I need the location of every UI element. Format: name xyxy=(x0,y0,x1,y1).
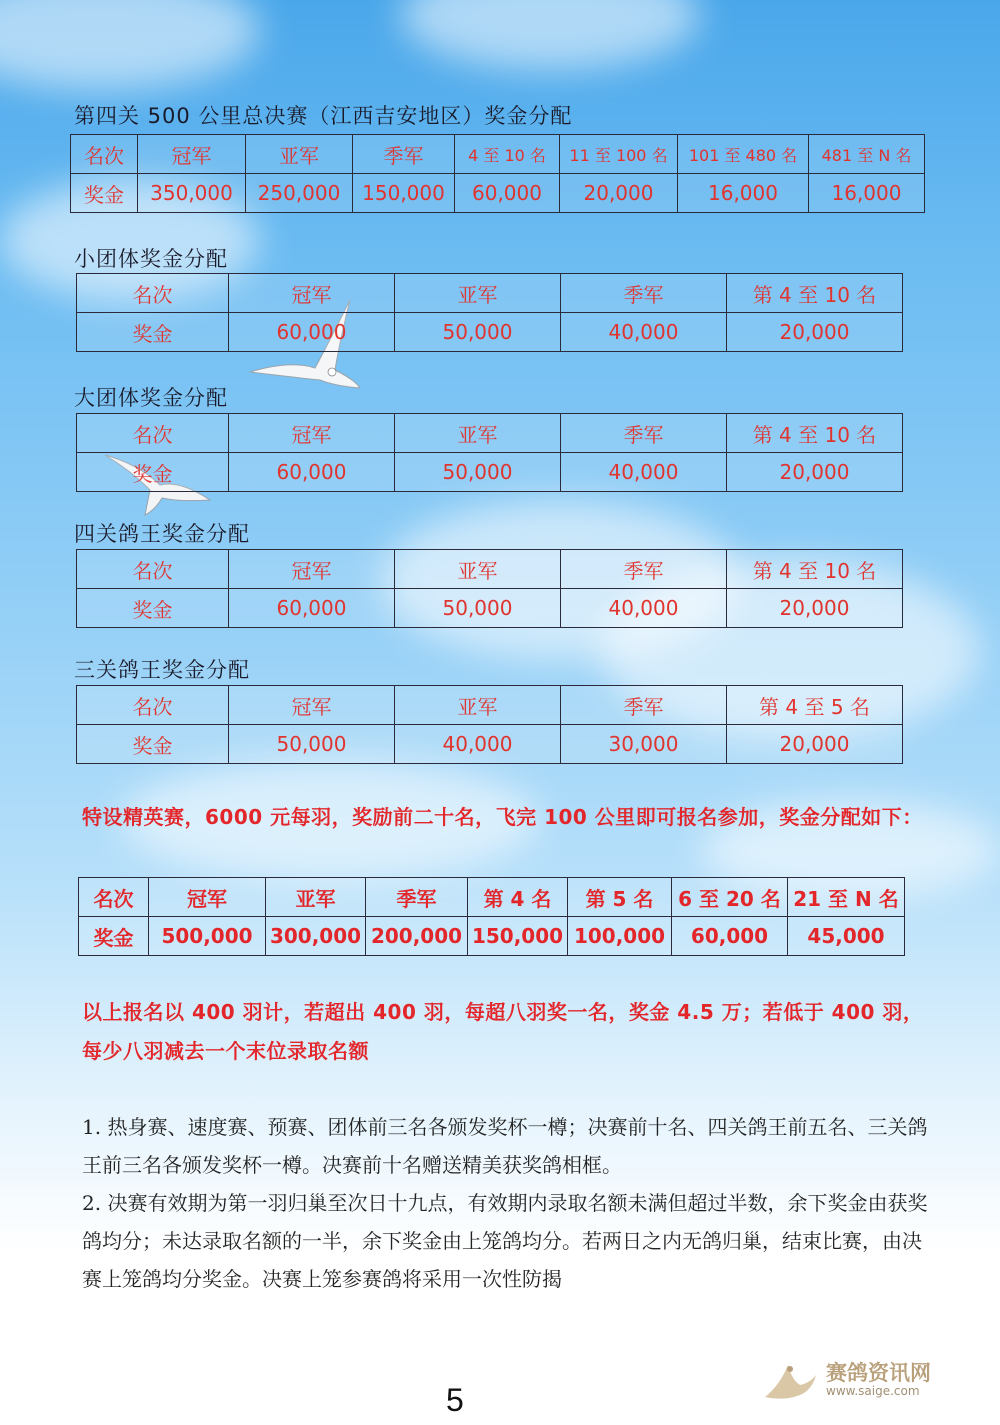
table-cell: 冠军 xyxy=(138,135,246,174)
table-cell: 16,000 xyxy=(809,174,925,213)
watermark-site-name: 赛鸽资讯网 xyxy=(826,1360,931,1385)
pigeon-logo-icon xyxy=(760,1355,820,1405)
section-title-three-stage-king: 三关鸽王奖金分配 xyxy=(74,658,250,682)
table-cell: 50,000 xyxy=(395,453,561,492)
table-cell: 第 4 至 10 名 xyxy=(727,274,903,313)
table-cell: 冠军 xyxy=(229,274,395,313)
table-cell: 名次 xyxy=(77,274,229,313)
table-cell: 40,000 xyxy=(561,313,727,352)
large-team-prize-table xyxy=(76,413,903,492)
table-cell: 45,000 xyxy=(788,917,905,956)
small-team-prize-table xyxy=(76,273,903,352)
cloud-decoration xyxy=(400,0,700,70)
table-cell: 亚军 xyxy=(266,878,366,917)
table-cell: 冠军 xyxy=(229,550,395,589)
table-cell: 50,000 xyxy=(229,725,395,764)
table-cell: 60,000 xyxy=(229,589,395,628)
table-cell: 30,000 xyxy=(561,725,727,764)
table-cell: 50,000 xyxy=(395,589,561,628)
table-cell: 奖金 xyxy=(79,917,149,956)
table-cell: 亚军 xyxy=(395,550,561,589)
section-title-final-prize: 第四关 500 公里总决赛（江西吉安地区）奖金分配 xyxy=(74,104,573,128)
table-cell: 11 至 100 名 xyxy=(560,135,678,174)
table-cell: 季军 xyxy=(353,135,455,174)
table-cell: 亚军 xyxy=(246,135,353,174)
table-cell: 奖金 xyxy=(71,174,138,213)
table-cell: 季军 xyxy=(561,274,727,313)
table-cell: 20,000 xyxy=(727,725,903,764)
table-cell: 名次 xyxy=(77,550,229,589)
table-cell: 60,000 xyxy=(229,313,395,352)
table-cell: 100,000 xyxy=(568,917,672,956)
elite-race-prize-table xyxy=(78,877,905,956)
table-cell: 350,000 xyxy=(138,174,246,213)
page-number: 5 xyxy=(446,1382,464,1418)
table-cell: 21 至 N 名 xyxy=(788,878,905,917)
table-row xyxy=(79,917,905,956)
table-cell: 150,000 xyxy=(468,917,568,956)
table-cell: 40,000 xyxy=(561,453,727,492)
four-stage-king-prize-table xyxy=(76,549,903,628)
table-cell: 6 至 20 名 xyxy=(672,878,788,917)
table-cell: 101 至 480 名 xyxy=(678,135,809,174)
table-row xyxy=(77,453,903,492)
table-cell: 名次 xyxy=(77,686,229,725)
section-title-large-team: 大团体奖金分配 xyxy=(74,386,228,410)
table-row xyxy=(71,174,925,213)
elite-race-intro: 特设精英赛，6000 元每羽，奖励前二十名，飞完 100 公里即可报名参加，奖金分配如下： xyxy=(82,805,923,829)
table-cell: 第 5 名 xyxy=(568,878,672,917)
table-cell: 40,000 xyxy=(561,589,727,628)
table-cell: 481 至 N 名 xyxy=(809,135,925,174)
cloud-decoration xyxy=(0,0,260,90)
table-cell: 60,000 xyxy=(455,174,560,213)
table-cell: 第 4 至 5 名 xyxy=(727,686,903,725)
table-cell: 60,000 xyxy=(229,453,395,492)
table-cell: 200,000 xyxy=(366,917,468,956)
table-header-row xyxy=(71,135,925,174)
table-cell: 奖金 xyxy=(77,453,229,492)
table-cell: 20,000 xyxy=(560,174,678,213)
table-cell: 季军 xyxy=(561,686,727,725)
final-prize-table xyxy=(70,134,925,213)
table-cell: 季军 xyxy=(366,878,468,917)
table-cell: 60,000 xyxy=(672,917,788,956)
table-cell: 第 4 至 10 名 xyxy=(727,550,903,589)
table-cell: 亚军 xyxy=(395,686,561,725)
table-cell: 亚军 xyxy=(395,414,561,453)
rules-text xyxy=(82,1108,928,1298)
table-cell: 第 4 名 xyxy=(468,878,568,917)
table-cell: 第 4 至 10 名 xyxy=(727,414,903,453)
table-cell: 150,000 xyxy=(353,174,455,213)
table-cell: 300,000 xyxy=(266,917,366,956)
section-title-small-team: 小团体奖金分配 xyxy=(74,247,228,271)
table-row xyxy=(77,313,903,352)
table-cell: 奖金 xyxy=(77,589,229,628)
section-title-four-stage-king: 四关鸽王奖金分配 xyxy=(74,522,250,546)
table-cell: 500,000 xyxy=(149,917,266,956)
table-cell: 250,000 xyxy=(246,174,353,213)
table-row xyxy=(77,589,903,628)
watermark-url: www.saige.com xyxy=(826,1383,920,1398)
table-cell: 亚军 xyxy=(395,274,561,313)
table-cell: 冠军 xyxy=(229,414,395,453)
table-cell: 名次 xyxy=(79,878,149,917)
table-cell: 20,000 xyxy=(727,453,903,492)
table-cell: 20,000 xyxy=(727,313,903,352)
table-header-row xyxy=(77,414,903,453)
table-cell: 16,000 xyxy=(678,174,809,213)
table-row xyxy=(77,725,903,764)
three-stage-king-prize-table xyxy=(76,685,903,764)
watermark-logo xyxy=(760,1350,970,1410)
table-cell: 冠军 xyxy=(149,878,266,917)
table-header-row xyxy=(77,550,903,589)
table-cell: 季军 xyxy=(561,550,727,589)
rule-item: 2. 决赛有效期为第一羽归巢至次日十九点，有效期内录取名额未满但超过半数，余下奖金由获奖鸽均分；未达录取名额的一半，余下奖金由上笼鸽均分。若两日之内无鸽归巢，结束比赛，由决赛上笼鸽均分奖金。决赛上笼参赛鸽将采用一次性防揭 xyxy=(82,1191,928,1291)
registration-note: 以上报名以 400 羽计，若超出 400 羽，每超八羽奖一名，奖金 4.5 万；若低于 400 羽，每少八羽减去一个末位录取名额 xyxy=(82,1000,924,1063)
table-header-row xyxy=(77,686,903,725)
table-cell: 40,000 xyxy=(395,725,561,764)
table-cell: 名次 xyxy=(77,414,229,453)
table-cell: 奖金 xyxy=(77,725,229,764)
rule-item: 1. 热身赛、速度赛、预赛、团体前三名各颁发奖杯一樽；决赛前十名、四关鸽王前五名、三关鸽王前三名各颁发奖杯一樽。决赛前十名赠送精美获奖鸽相框。 xyxy=(82,1115,928,1177)
table-cell: 50,000 xyxy=(395,313,561,352)
table-cell: 4 至 10 名 xyxy=(455,135,560,174)
table-cell: 季军 xyxy=(561,414,727,453)
table-cell: 名次 xyxy=(71,135,138,174)
table-header-row xyxy=(79,878,905,917)
table-cell: 冠军 xyxy=(229,686,395,725)
table-cell: 奖金 xyxy=(77,313,229,352)
table-cell: 20,000 xyxy=(727,589,903,628)
table-header-row xyxy=(77,274,903,313)
